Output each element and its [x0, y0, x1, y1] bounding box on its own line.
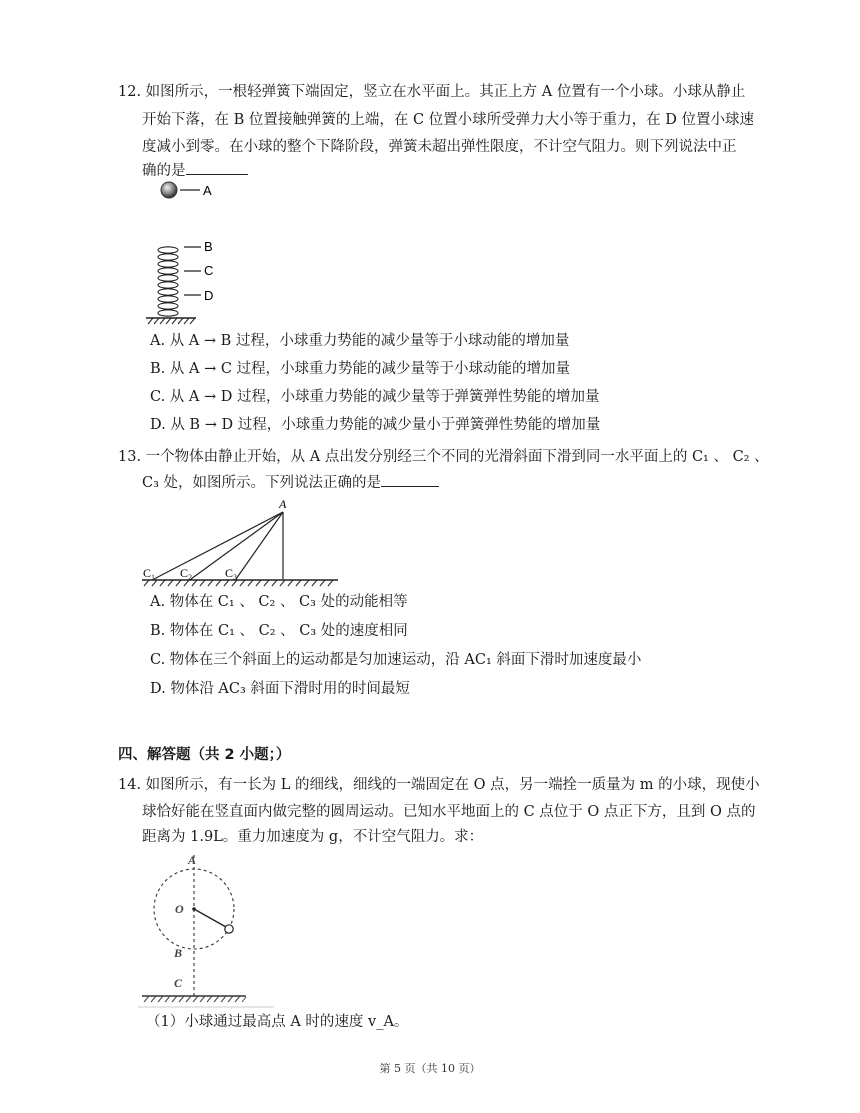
label-c: C	[174, 976, 183, 990]
ball	[161, 182, 177, 198]
label-b: B	[204, 239, 213, 254]
q12-line4: 确的是	[142, 160, 248, 181]
q13-option-c[interactable]: C. 物体在三个斜面上的运动都是匀加速运动，沿 AC₁ 斜面下滑时加速度最小	[150, 652, 642, 668]
label-c3: C₃	[225, 566, 238, 580]
label-d: D	[204, 288, 214, 303]
q13-option-a[interactable]: A. 物体在 C₁ 、 C₂ 、 C₃ 处的动能相等	[150, 594, 408, 610]
label-c2: C₂	[180, 566, 193, 580]
q12-option-d[interactable]: D. 从 B → D 过程，小球重力势能的减少量小于弹簧弹性势能的增加量	[150, 417, 601, 433]
ball	[225, 925, 233, 933]
circle-figure	[138, 850, 278, 1008]
incline-figure	[138, 496, 348, 588]
label-b: B	[174, 946, 183, 960]
q13-option-b[interactable]: B. 物体在 C₁ 、 C₂ 、 C₃ 处的速度相同	[150, 623, 408, 639]
answer-blank[interactable]	[186, 160, 248, 175]
spring-figure	[140, 178, 250, 328]
section-title: 四、解答题（共 2 小题；）	[118, 747, 291, 763]
label-a: A	[279, 497, 287, 511]
q14-line3: 距离为 1.9L。重力加速度为 g，不计空气阻力。求：	[142, 829, 484, 845]
page-footer: 第 5 页（共 10 页）	[379, 1062, 481, 1075]
answer-blank[interactable]	[381, 472, 439, 487]
label-a: A	[203, 183, 212, 198]
label-c: C	[204, 263, 214, 278]
q13-line1: 13. 一个物体由静止开始，从 A 点出发分别经三个不同的光滑斜面下滑到同一水平面上的 C₁ 、 C₂ 、	[118, 449, 769, 465]
q13-option-d[interactable]: D. 物体沿 AC₃ 斜面下滑时用的时间最短	[150, 681, 410, 697]
spring	[158, 247, 178, 316]
q12-option-c[interactable]: C. 从 A → D 过程，小球重力势能的减少量等于弹簧弹性势能的增加量	[150, 389, 600, 405]
q14-sub1: （1）小球通过最高点 A 时的速度 v_A。	[146, 1014, 409, 1030]
q12-option-a[interactable]: A. 从 A → B 过程，小球重力势能的减少量等于小球动能的增加量	[150, 333, 570, 349]
label-o: O	[175, 902, 184, 916]
q12-line1: 12. 如图所示，一根轻弹簧下端固定，竖立在水平面上。其正上方 A 位置有一个小球。小球从静止	[118, 84, 746, 100]
string	[194, 909, 226, 927]
label-a: A	[188, 853, 197, 867]
q12-line2: 开始下落，在 B 位置接触弹簧的上端，在 C 位置小球所受弹力大小等于重力，在 D 位置小球速	[142, 112, 755, 128]
q12-line3: 度减小到零。在小球的整个下降阶段，弹簧未超出弹性限度，不计空气阻力。则下列说法中正	[142, 139, 737, 155]
label-c1: C₁	[143, 566, 156, 580]
q13-line2: C₃ 处，如图所示。下列说法正确的是	[142, 472, 439, 493]
q14-line1: 14. 如图所示，有一长为 L 的细线，细线的一端固定在 O 点，另一端拴一质量为 m 的小球，现使小	[118, 777, 760, 793]
q14-line2: 球恰好能在竖直面内做完整的圆周运动。已知水平地面上的 C 点位于 O 点正下方，且到 O 点的	[142, 804, 756, 820]
q12-option-b[interactable]: B. 从 A → C 过程，小球重力势能的减少量等于小球动能的增加量	[150, 361, 571, 377]
